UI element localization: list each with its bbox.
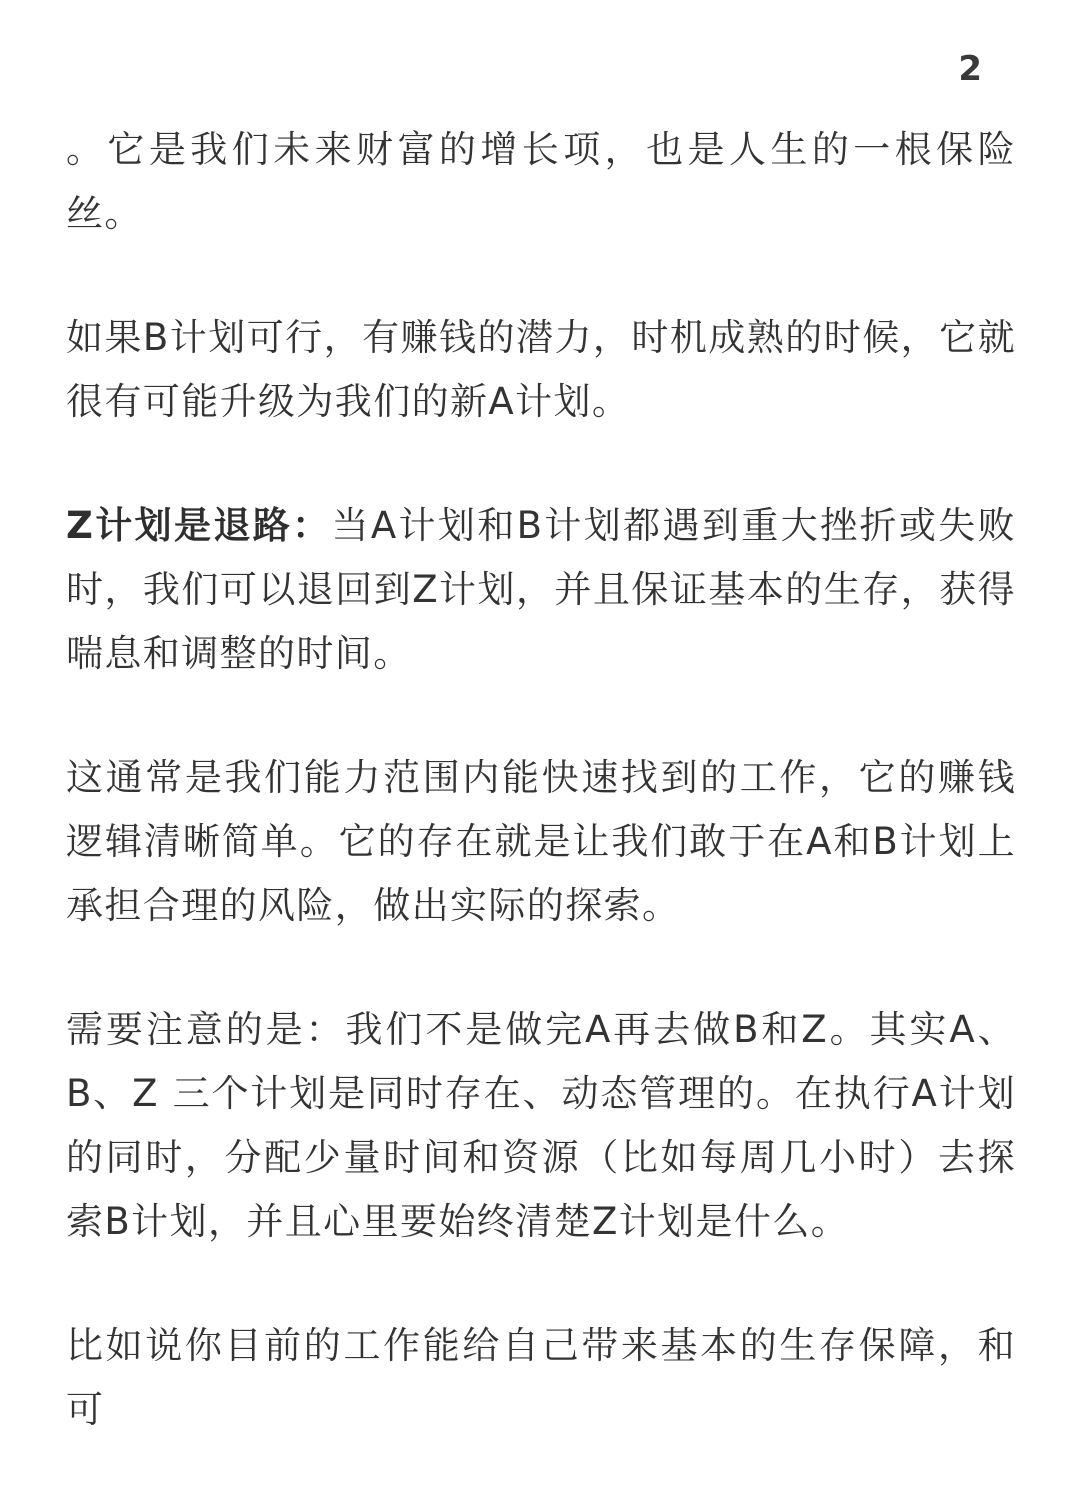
paragraph-3-heading: Z计划是退路： [66,504,332,547]
paragraph-6: 比如说你目前的工作能给自己带来基本的生存保障，和可 [66,1324,1016,1431]
article-body [66,118,1016,1502]
paragraph-3-text: 当A计划和B计划都遇到重大挫折或失败时，我们可以退回到Z计划，并且保证基本的生存，获得喘息和调整的时间。 [66,504,1016,675]
paragraph-1: 。它是我们未来财富的增长项，也是人生的一根保险丝。 [66,128,1016,235]
paragraph-3 [66,494,1016,686]
paragraph-2: 如果B计划可行，有赚钱的潜力，时机成熟的时候，它就很有可能升级为我们的新A计划。 [66,316,1016,423]
page-number: 2 [958,49,982,89]
paragraph-5: 需要注意的是：我们不是做完A再去做B和Z。其实A、B、Z 三个计划是同时存在、动态管理的。在执行A计划的同时，分配少量时间和资源（比如每周几小时）去探索B计划，并且心里要始终清楚Z计划是什么。 [66,1008,1016,1243]
paragraph-4: 这通常是我们能力范围内能快速找到的工作，它的赚钱逻辑清晰简单。它的存在就是让我们敢于在A和B计划上承担合理的风险，做出实际的探索。 [66,756,1016,927]
